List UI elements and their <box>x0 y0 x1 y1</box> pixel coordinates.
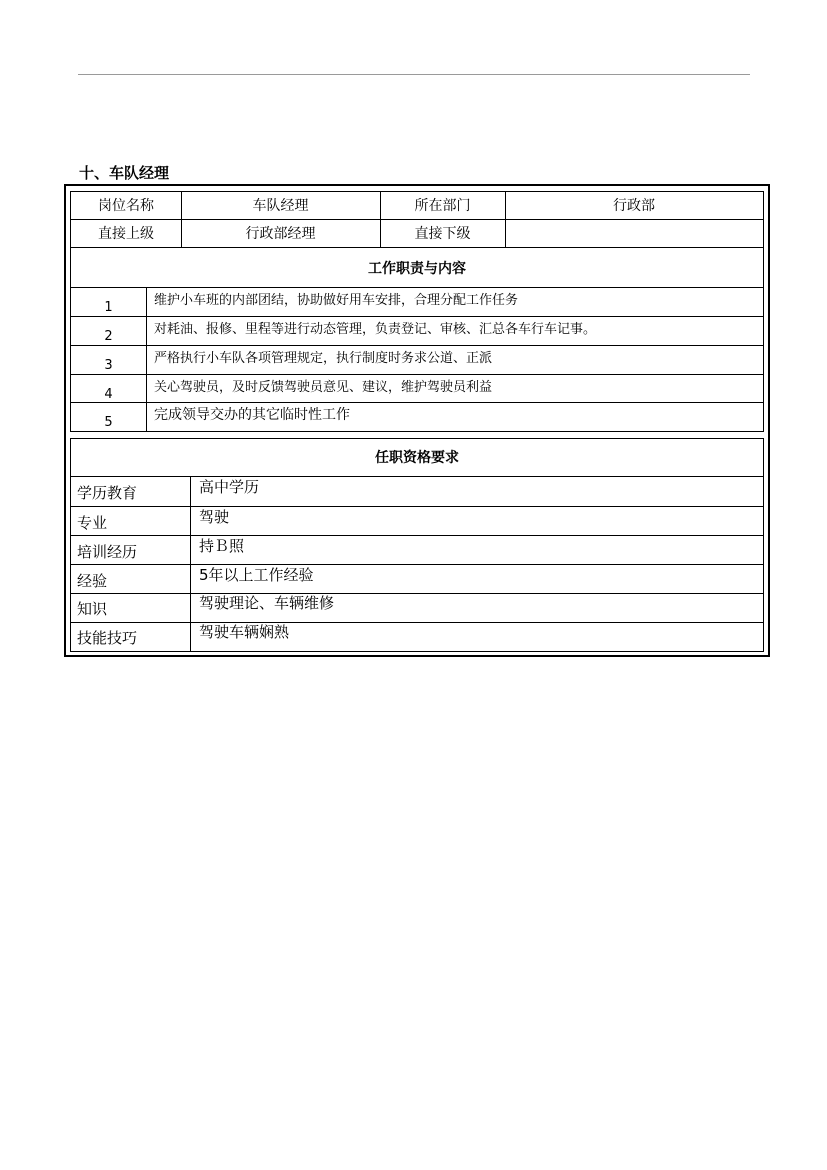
qualification-value: 驾驶 <box>199 508 230 526</box>
header-rule <box>78 74 750 75</box>
duty-text: 完成领导交办的其它临时性工作 <box>154 407 350 423</box>
duty-number: 4 <box>104 387 113 402</box>
qualification-label: 学历教育 <box>77 484 138 502</box>
qualification-value: 5年以上工作经验 <box>199 566 314 584</box>
department-label: 所在部门 <box>414 198 471 214</box>
qualification-label: 知识 <box>77 600 108 618</box>
qualifications-heading: 任职资格要求 <box>375 450 459 466</box>
job-description-table <box>64 184 770 657</box>
section-title: 十、车队经理 <box>79 164 170 182</box>
qualification-label: 专业 <box>77 514 108 532</box>
direct-subordinate-label: 直接下级 <box>414 226 471 242</box>
duty-text: 维护小车班的内部团结，协助做好用车安排，合理分配工作任务 <box>154 293 519 308</box>
qualification-label: 经验 <box>77 572 108 590</box>
qualification-label: 技能技巧 <box>77 629 138 647</box>
duty-number: 2 <box>104 329 113 344</box>
position-name-value: 车队经理 <box>252 198 309 214</box>
qualification-value: 驾驶理论、车辆维修 <box>199 594 335 612</box>
basic-info-and-duties-box <box>70 191 764 432</box>
qualifications-box <box>70 438 764 652</box>
duties-heading: 工作职责与内容 <box>368 261 466 277</box>
duty-text: 对耗油、报修、里程等进行动态管理，负责登记、审核、汇总各车行车记事。 <box>154 322 597 337</box>
duty-number: 3 <box>104 358 113 373</box>
duty-text: 严格执行小车队各项管理规定，执行制度时务求公道、正派 <box>154 351 493 366</box>
qualification-label: 培训经历 <box>77 543 138 561</box>
position-name-label: 岗位名称 <box>98 198 154 214</box>
department-value: 行政部 <box>613 198 655 214</box>
qualification-value: 驾驶车辆娴熟 <box>199 623 290 641</box>
direct-superior-value: 行政部经理 <box>245 226 316 242</box>
duty-number: 1 <box>104 300 113 315</box>
direct-superior-label: 直接上级 <box>98 226 154 242</box>
qualification-value: 持Ｂ照 <box>199 537 245 555</box>
duty-text: 关心驾驶员，及时反馈驾驶员意见、建议，维护驾驶员利益 <box>154 380 493 395</box>
duty-number: 5 <box>104 415 113 430</box>
qualification-value: 高中学历 <box>199 478 260 496</box>
